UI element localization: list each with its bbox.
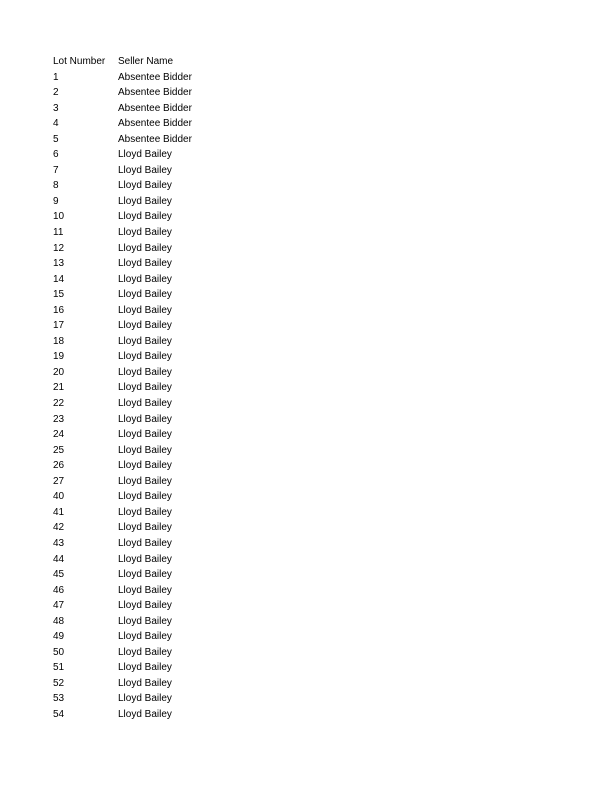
lot-number-cell: 26 [53, 460, 65, 472]
lot-number-cell: 41 [53, 506, 65, 518]
lot-number-cell: 11 [53, 227, 64, 239]
lot-number-cell: 27 [53, 475, 65, 487]
lot-number-cell: 17 [53, 320, 65, 332]
table-row [53, 132, 268, 148]
table-row [53, 272, 268, 288]
seller-name-cell: Lloyd Bailey [118, 506, 172, 518]
table-row [53, 536, 268, 552]
table-row [53, 583, 268, 599]
table-body [53, 70, 268, 723]
lot-number-cell: 4 [53, 118, 59, 130]
seller-name-cell: Lloyd Bailey [118, 382, 172, 394]
lot-number-cell: 43 [53, 537, 65, 549]
lot-number-cell: 13 [53, 258, 65, 270]
table-row [53, 458, 268, 474]
lot-number-cell: 19 [53, 351, 65, 363]
lot-seller-table [53, 54, 268, 723]
seller-name-cell: Lloyd Bailey [118, 693, 172, 705]
seller-name-cell: Lloyd Bailey [118, 569, 172, 581]
lot-number-cell: 5 [53, 133, 59, 145]
lot-number-cell: 23 [53, 413, 65, 425]
seller-name-cell: Lloyd Bailey [118, 522, 172, 534]
lot-number-cell: 22 [53, 398, 65, 410]
table-row [53, 349, 268, 365]
seller-name-cell: Lloyd Bailey [118, 227, 172, 239]
seller-name-cell: Lloyd Bailey [118, 553, 172, 565]
table-row [53, 209, 268, 225]
table-row [53, 318, 268, 334]
seller-name-cell: Lloyd Bailey [118, 600, 172, 612]
lot-number-cell: 49 [53, 631, 65, 643]
table-row [53, 380, 268, 396]
table-row [53, 505, 268, 521]
table-row [53, 598, 268, 614]
lot-number-cell: 46 [53, 584, 65, 596]
lot-number-cell: 18 [53, 335, 65, 347]
seller-name-cell: Lloyd Bailey [118, 662, 172, 674]
lot-number-cell: 52 [53, 677, 65, 689]
table-row [53, 427, 268, 443]
lot-number-cell: 24 [53, 429, 65, 441]
table-row [53, 660, 268, 676]
seller-name-cell: Lloyd Bailey [118, 475, 172, 487]
lot-number-cell: 8 [53, 180, 59, 192]
seller-name-cell: Lloyd Bailey [118, 366, 172, 378]
seller-name-cell: Lloyd Bailey [118, 289, 172, 301]
seller-name-cell: Lloyd Bailey [118, 646, 172, 658]
seller-name-cell: Lloyd Bailey [118, 444, 172, 456]
lot-number-cell: 12 [53, 242, 65, 254]
lot-number-cell: 40 [53, 491, 65, 503]
seller-name-cell: Lloyd Bailey [118, 398, 172, 410]
seller-name-cell: Lloyd Bailey [118, 413, 172, 425]
lot-number-cell: 51 [53, 662, 65, 674]
seller-name-cell: Lloyd Bailey [118, 615, 172, 627]
lot-number-cell: 25 [53, 444, 65, 456]
lot-number-cell: 2 [53, 87, 59, 99]
lot-number-cell: 1 [53, 71, 59, 83]
seller-name-cell: Lloyd Bailey [118, 273, 172, 285]
table-row [53, 474, 268, 490]
table-row [53, 178, 268, 194]
seller-name-cell: Absentee Bidder [118, 118, 192, 130]
seller-name-header: Seller Name [118, 56, 174, 67]
lot-number-header: Lot Number [53, 56, 106, 67]
table-row [53, 85, 268, 101]
table-row [53, 225, 268, 241]
table-row [53, 396, 268, 412]
lot-number-cell: 53 [53, 693, 65, 705]
table-row [53, 567, 268, 583]
seller-name-cell: Lloyd Bailey [118, 195, 172, 207]
table-row [53, 614, 268, 630]
lot-number-cell: 42 [53, 522, 65, 534]
lot-number-cell: 54 [53, 708, 65, 720]
table-row [53, 443, 268, 459]
table-row [53, 707, 268, 723]
lot-number-cell: 48 [53, 615, 65, 627]
seller-name-cell: Lloyd Bailey [118, 708, 172, 720]
seller-name-cell: Lloyd Bailey [118, 631, 172, 643]
lot-number-cell: 44 [53, 553, 65, 565]
table-row [53, 412, 268, 428]
lot-number-cell: 15 [53, 289, 65, 301]
table-row [53, 520, 268, 536]
table-row [53, 489, 268, 505]
table-header-row [53, 54, 268, 70]
table-row [53, 691, 268, 707]
table-row [53, 629, 268, 645]
table-row [53, 101, 268, 117]
seller-name-cell: Lloyd Bailey [118, 335, 172, 347]
seller-name-cell: Lloyd Bailey [118, 242, 172, 254]
seller-name-cell: Lloyd Bailey [118, 460, 172, 472]
table-row [53, 241, 268, 257]
lot-number-cell: 21 [53, 382, 65, 394]
seller-name-cell: Lloyd Bailey [118, 584, 172, 596]
table-row [53, 645, 268, 661]
seller-name-cell: Lloyd Bailey [118, 304, 172, 316]
seller-name-cell: Absentee Bidder [118, 71, 192, 83]
table-row [53, 194, 268, 210]
table-row [53, 334, 268, 350]
lot-number-cell: 3 [53, 102, 59, 114]
lot-number-cell: 20 [53, 366, 65, 378]
seller-name-cell: Absentee Bidder [118, 87, 192, 99]
table-row [53, 287, 268, 303]
table-row [53, 256, 268, 272]
table-row [53, 116, 268, 132]
lot-number-cell: 14 [53, 273, 65, 285]
seller-name-cell: Absentee Bidder [118, 102, 192, 114]
seller-name-cell: Lloyd Bailey [118, 537, 172, 549]
seller-name-cell: Lloyd Bailey [118, 258, 172, 270]
table-row [53, 70, 268, 86]
lot-number-cell: 16 [53, 304, 65, 316]
lot-number-cell: 7 [53, 164, 59, 176]
seller-name-cell: Lloyd Bailey [118, 149, 172, 161]
seller-name-cell: Lloyd Bailey [118, 677, 172, 689]
seller-name-cell: Lloyd Bailey [118, 211, 172, 223]
lot-number-cell: 45 [53, 569, 65, 581]
lot-number-cell: 10 [53, 211, 65, 223]
seller-name-cell: Absentee Bidder [118, 133, 192, 145]
seller-name-cell: Lloyd Bailey [118, 180, 172, 192]
table-row [53, 676, 268, 692]
lot-number-cell: 9 [53, 195, 59, 207]
table-row [53, 303, 268, 319]
lot-number-cell: 6 [53, 149, 59, 161]
seller-name-cell: Lloyd Bailey [118, 164, 172, 176]
table-row [53, 552, 268, 568]
lot-number-cell: 47 [53, 600, 65, 612]
table-row [53, 147, 268, 163]
seller-name-cell: Lloyd Bailey [118, 429, 172, 441]
seller-name-cell: Lloyd Bailey [118, 320, 172, 332]
table-row [53, 365, 268, 381]
seller-name-cell: Lloyd Bailey [118, 491, 172, 503]
table-row [53, 163, 268, 179]
seller-name-cell: Lloyd Bailey [118, 351, 172, 363]
lot-number-cell: 50 [53, 646, 65, 658]
